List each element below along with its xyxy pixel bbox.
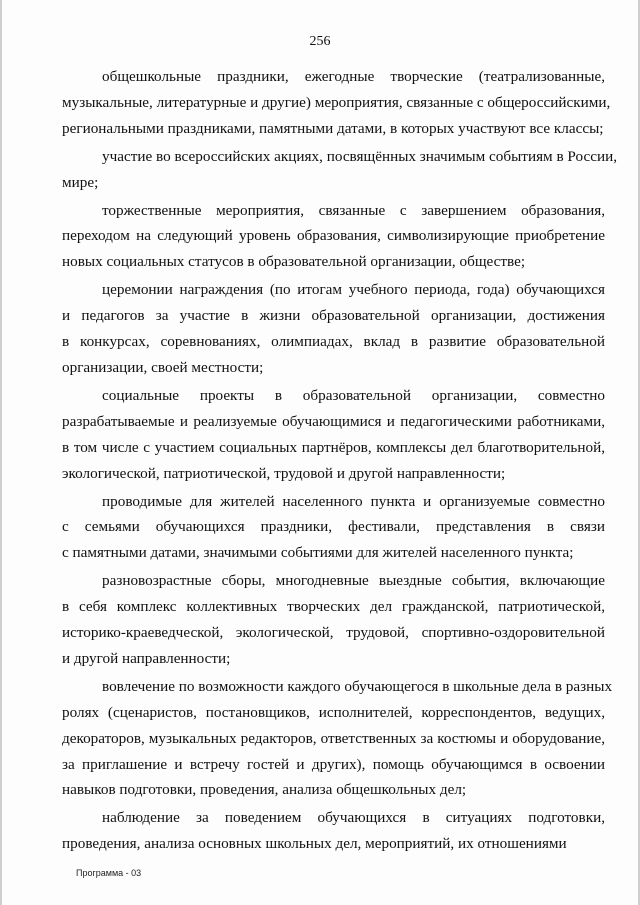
text-line: торжественные мероприятия, связанные с завершением образования, <box>102 201 605 219</box>
text-line: и педагогов за участие в жизни образовательной организации, достижения <box>62 307 605 325</box>
text-line: в себя комплекс коллективных творческих дел гражданской, патриотической, <box>62 598 605 616</box>
text-line: разновозрастные сборы, многодневные выездные события, включающие <box>102 572 605 590</box>
text-line: проводимые для жителей населенного пункта и организуемые совместно <box>102 492 605 510</box>
text-line: в конкурсах, соревнованиях, олимпиадах, вклад в развитие образовательной <box>62 333 605 351</box>
text-line: в том числе с участием социальных партнёров, комплексы дел благотворительной, <box>62 438 605 456</box>
text-line: и другой направленности; <box>62 649 231 667</box>
text-line: церемонии награждения (по итогам учебного периода, года) обучающихся <box>102 281 605 299</box>
text-line: декораторов, музыкальных редакторов, ответственных за костюмы и оборудование, <box>62 729 605 747</box>
text-line: региональными праздниками, памятными датами, в которых участвуют все классы; <box>62 119 604 137</box>
text-line: экологической, патриотической, трудовой и другой направленности; <box>62 464 506 482</box>
text-line: музыкальные, литературные и другие) мероприятия, связанные с общероссийскими, <box>62 93 611 111</box>
list-item-paragraph <box>62 674 613 804</box>
scan-edge-left <box>0 0 2 905</box>
page-number: 256 <box>309 34 331 49</box>
text-line: историко-краеведческой, экологической, трудовой, спортивно-оздоровительной <box>62 624 605 642</box>
list-item-paragraph <box>62 64 611 142</box>
list-item-paragraph <box>62 489 605 567</box>
text-line: наблюдение за поведением обучающихся в ситуациях подготовки, <box>102 809 605 827</box>
list-item-paragraph <box>62 568 605 672</box>
text-line: мире; <box>62 173 99 191</box>
list-item-paragraph <box>62 805 605 857</box>
text-line: новых социальных статусов в образовательной организации, обществе; <box>62 253 526 271</box>
footer-program-code: Программа - 03 <box>76 868 142 878</box>
text-line: вовлечение по возможности каждого обучающегося в школьные дела в разных <box>102 677 613 695</box>
text-line: организации, своей местности; <box>62 358 264 376</box>
document-body <box>62 64 618 859</box>
text-line: переходом на следующий уровень образования, символизирующие приобретение <box>62 227 605 245</box>
text-line: с семьями обучающихся праздники, фестивали, представления в связи <box>62 518 605 536</box>
text-line: социальные проекты в образовательной организации, совместно <box>102 386 605 404</box>
text-line: с памятными датами, значимыми событиями для жителей населенного пункта; <box>62 544 574 562</box>
text-line: проведения, анализа основных школьных дел, мероприятий, их отношениями <box>62 835 567 853</box>
text-line: ролях (сценаристов, постановщиков, исполнителей, корреспондентов, ведущих, <box>62 703 605 721</box>
text-line: навыков подготовки, проведения, анализа общешкольных дел; <box>62 781 467 799</box>
text-line: за приглашение и встречу гостей и других), помощь обучающимся в освоении <box>62 755 605 773</box>
text-line: общешкольные праздники, ежегодные творческие (театрализованные, <box>102 68 605 85</box>
list-item-paragraph <box>62 277 605 381</box>
text-line: разрабатываемые и реализуемые обучающимися и педагогическими работниками, <box>62 412 605 430</box>
list-item-paragraph <box>62 144 618 196</box>
text-line: участие во всероссийских акциях, посвящённых значимым событиям в России, <box>102 147 618 165</box>
list-item-paragraph <box>62 383 605 487</box>
list-item-paragraph <box>62 198 605 276</box>
